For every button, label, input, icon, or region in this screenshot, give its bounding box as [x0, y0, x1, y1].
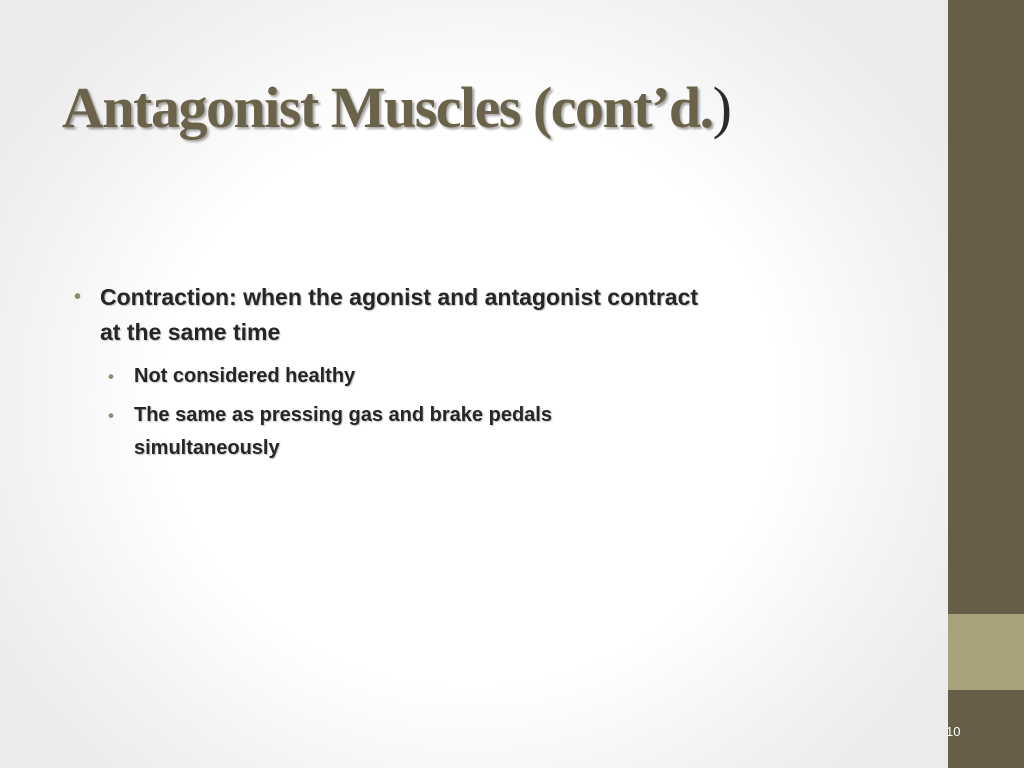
bullet-icon: • — [108, 406, 114, 425]
sub-bullet-text: Not considered healthy — [134, 365, 356, 387]
bullet-text: Contraction: when the agonist and antagonist contract at the same time — [100, 284, 699, 345]
sub-bullet-item — [108, 360, 674, 393]
slide-title-closing-paren: ) — [712, 75, 731, 140]
slide-title — [62, 74, 731, 141]
sub-bullet-item — [108, 399, 674, 465]
slide-title-text: Antagonist Muscles (cont’d. — [62, 75, 713, 140]
bullet-icon: • — [108, 367, 114, 386]
side-accent-block — [948, 614, 1024, 690]
sub-bullet-text: The same as pressing gas and brake pedals simultaneously — [134, 404, 552, 459]
page-number: 10 — [946, 724, 961, 739]
bullet-icon: • — [74, 286, 82, 308]
bullet-item — [74, 280, 700, 350]
slide-content — [74, 280, 714, 465]
